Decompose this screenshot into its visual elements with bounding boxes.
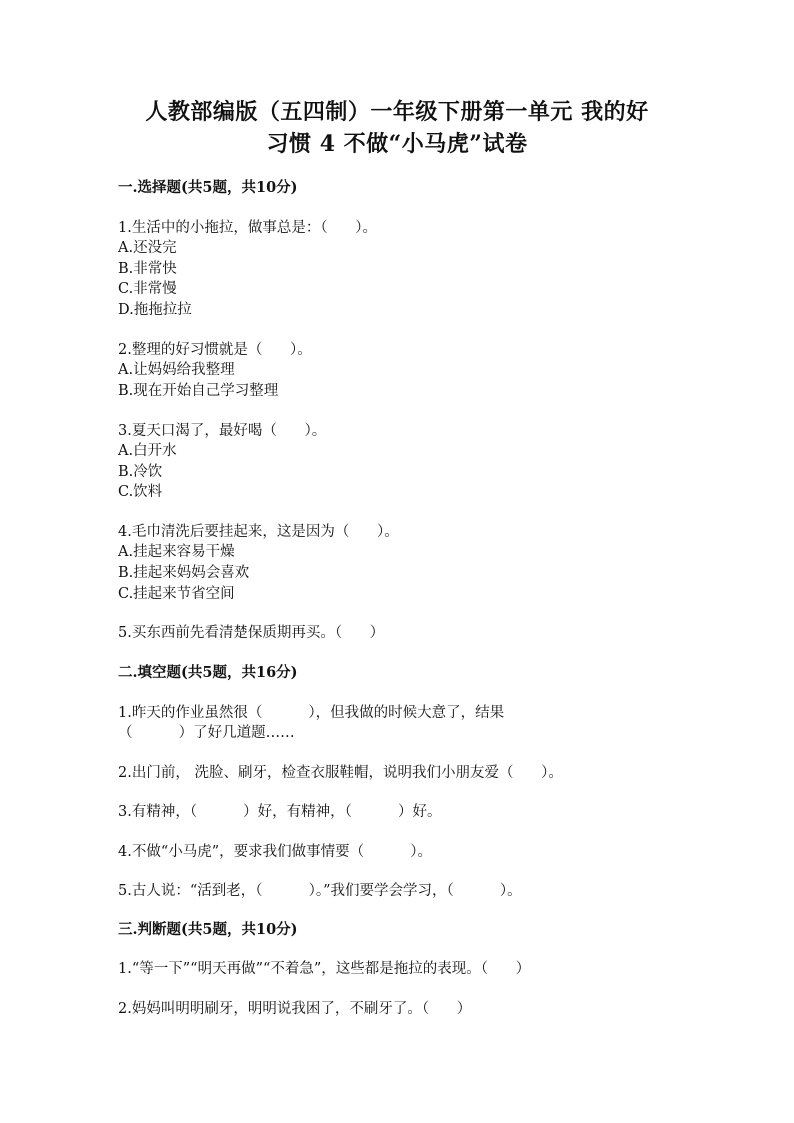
section-heading-true-false: 三.判断题(共5题，共10分) — [118, 921, 298, 938]
question-stem: 4.不做“小马虎”，要求我们做事情要（ ）。 — [118, 844, 432, 860]
answer-option: B.冷饮 — [118, 464, 163, 480]
question-stem: 3.有精神，（ ）好，有精神，（ ）好。 — [118, 804, 442, 820]
exam-title-line-2: 习惯 4 不做“小马虎”试卷 — [266, 131, 528, 157]
question-stem: 3.夏天口渴了，最好喝（ ）。 — [118, 423, 327, 439]
answer-option: A.白开水 — [118, 443, 177, 459]
question-stem: 5.古人说：“活到老，（ ）。”我们要学会学习，（ ）。 — [118, 883, 522, 899]
answer-option: B.非常快 — [118, 261, 177, 277]
question-stem: 4.毛巾清洗后要挂起来，这是因为（ ）。 — [118, 524, 399, 540]
question-stem: 1.生活中的小拖拉，做事总是：（ ）。 — [118, 220, 377, 236]
answer-option: C.饮料 — [118, 484, 163, 500]
question-stem: 2.出门前， 洗脸、刷牙，检查衣服鞋帽，说明我们小朋友爱（ ）。 — [118, 765, 563, 781]
exam-title-line-1: 人教部编版（五四制）一年级下册第一单元 我的好 — [145, 99, 649, 125]
answer-option: B.现在开始自己学习整理 — [118, 383, 279, 399]
question-stem: 2.妈妈叫明明刷牙，明明说我困了，不刷牙了。（ ） — [118, 1001, 472, 1017]
question-stem: 1.昨天的作业虽然很（ ），但我做的时候大意了，结果 — [118, 705, 505, 721]
section-heading-choice: 一.选择题(共5题，共10分) — [118, 179, 298, 196]
answer-option: A.挂起来容易干燥 — [118, 544, 235, 560]
answer-option: D.拖拖拉拉 — [118, 302, 192, 318]
answer-option: C.非常慢 — [118, 281, 177, 297]
answer-option: A.还没完 — [118, 240, 177, 256]
question-stem: 1.“等一下”“明天再做”“不着急”，这些都是拖拉的表现。（ ） — [118, 961, 531, 977]
question-stem: 2.整理的好习惯就是（ ）。 — [118, 342, 312, 358]
question-stem: 5.买东西前先看清楚保质期再买。（ ） — [118, 625, 385, 641]
question-stem-continuation: （ ）了好几道题…… — [118, 725, 295, 741]
section-heading-fill-in: 二.填空题(共5题，共16分) — [118, 664, 298, 681]
answer-option: B.挂起来妈妈会喜欢 — [118, 565, 250, 581]
answer-option: A.让妈妈给我整理 — [118, 362, 235, 378]
answer-option: C.挂起来节省空间 — [118, 586, 235, 602]
